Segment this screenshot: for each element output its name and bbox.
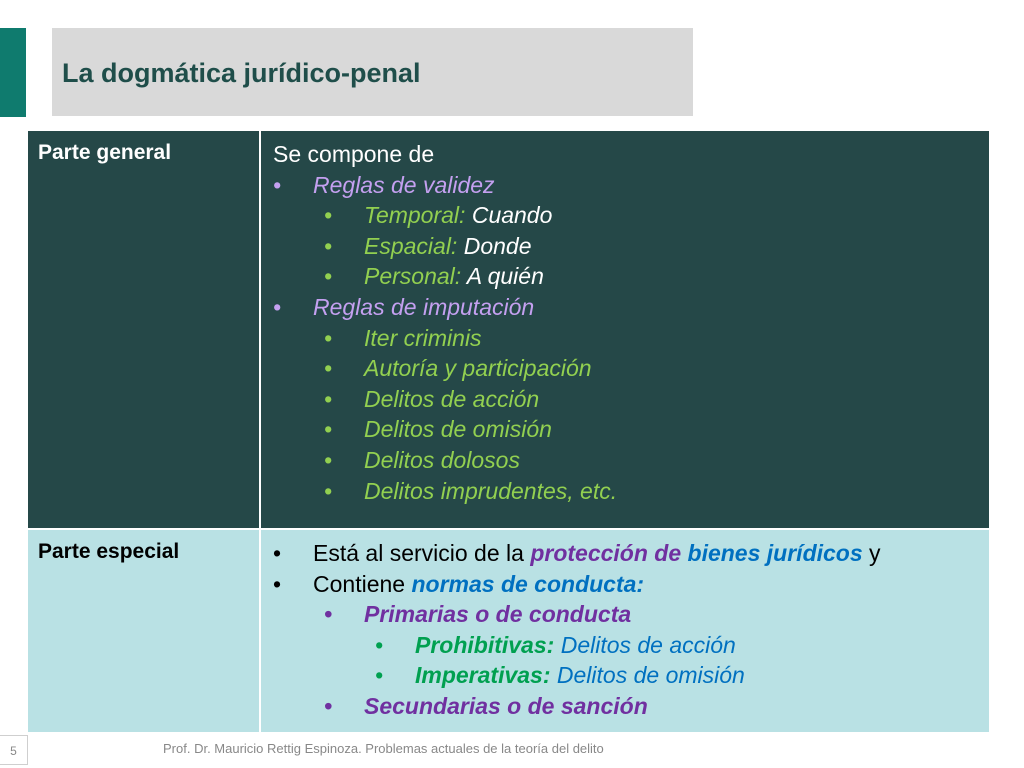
text-segment: Primarias o de conducta [364,601,632,628]
row-parte-especial [28,530,989,734]
espacial-label: Espacial: [364,232,458,259]
temporal-label: Temporal: [364,202,466,229]
text-segment: Está al servicio de la [313,540,531,566]
label-parte-especial: Parte especial [28,530,261,732]
imputacion-text: Reglas de imputación [313,293,535,320]
list-item [273,476,989,507]
bullet-icon: • [273,171,282,198]
list-item [273,170,989,201]
text-segment: y [862,540,881,566]
text-segment: Contiene [313,570,412,597]
list-item [273,538,989,569]
item-text: Delitos de omisión [364,416,552,443]
validez-text: Reglas de validez [313,171,495,198]
list-item [273,323,989,354]
item-text: Delitos imprudentes, etc. [364,477,618,504]
intro-text: Se compone de [273,141,435,167]
label-parte-general: Parte general [28,131,261,528]
espacial-value: Donde [457,232,532,259]
text-segment: Delitos de omisión [550,662,745,689]
list-item [273,231,989,262]
list-item [273,384,989,415]
text-segment: bienes jurídicos [687,540,863,566]
bullet-icon: • [324,232,333,259]
list-item [273,200,989,231]
list-item [273,139,989,170]
bullet-icon: • [324,385,333,412]
bullet-icon: • [324,355,333,382]
list-item [273,292,989,323]
bullet-icon: • [375,662,384,689]
list-item [273,660,989,691]
bullet-icon: • [273,540,282,566]
list-item [273,353,989,384]
content-parte-especial [261,530,989,732]
text-segment: normas de conducta: [411,570,645,597]
item-text: Autoría y participación [364,355,592,382]
list-item [273,261,989,292]
row-parte-general [28,131,989,530]
title-box [52,28,693,116]
bullet-icon: • [324,324,333,351]
list-item [273,691,989,722]
text-segment: protección de [530,540,688,566]
bullet-icon: • [324,263,333,290]
list-item [273,569,989,600]
bullet-icon: • [324,202,333,229]
bullet-icon: • [324,477,333,504]
item-text: Delitos de acción [364,385,540,412]
bullet-icon: • [324,692,333,719]
personal-label: Personal: [364,263,462,290]
temporal-value: Cuando [465,202,553,229]
footer-text: Prof. Dr. Mauricio Rettig Espinoza. Problemas actuales de la teoría del delito [163,741,604,756]
slide-title: La dogmática jurídico-penal [62,58,421,88]
accent-bar [0,28,26,117]
page-number: 5 [0,735,28,765]
text-segment: Prohibitivas: [415,631,555,658]
bullet-icon: • [324,416,333,443]
item-text: Delitos dolosos [364,446,520,473]
text-segment: Imperativas: [415,662,551,689]
bullet-icon: • [273,293,282,320]
bullet-icon: • [324,446,333,473]
bullet-icon: • [375,631,384,658]
list-item [273,599,989,630]
content-table [28,131,989,734]
bullet-icon: • [324,601,333,628]
text-segment: Delitos de acción [554,631,736,658]
item-text: Iter criminis [364,324,482,351]
list-item [273,630,989,661]
content-parte-general [261,131,989,528]
list-item [273,445,989,476]
personal-value: A quién [461,263,544,290]
bullet-icon: • [273,570,282,597]
list-item [273,414,989,445]
text-segment: Secundarias o de sanción [364,692,648,719]
